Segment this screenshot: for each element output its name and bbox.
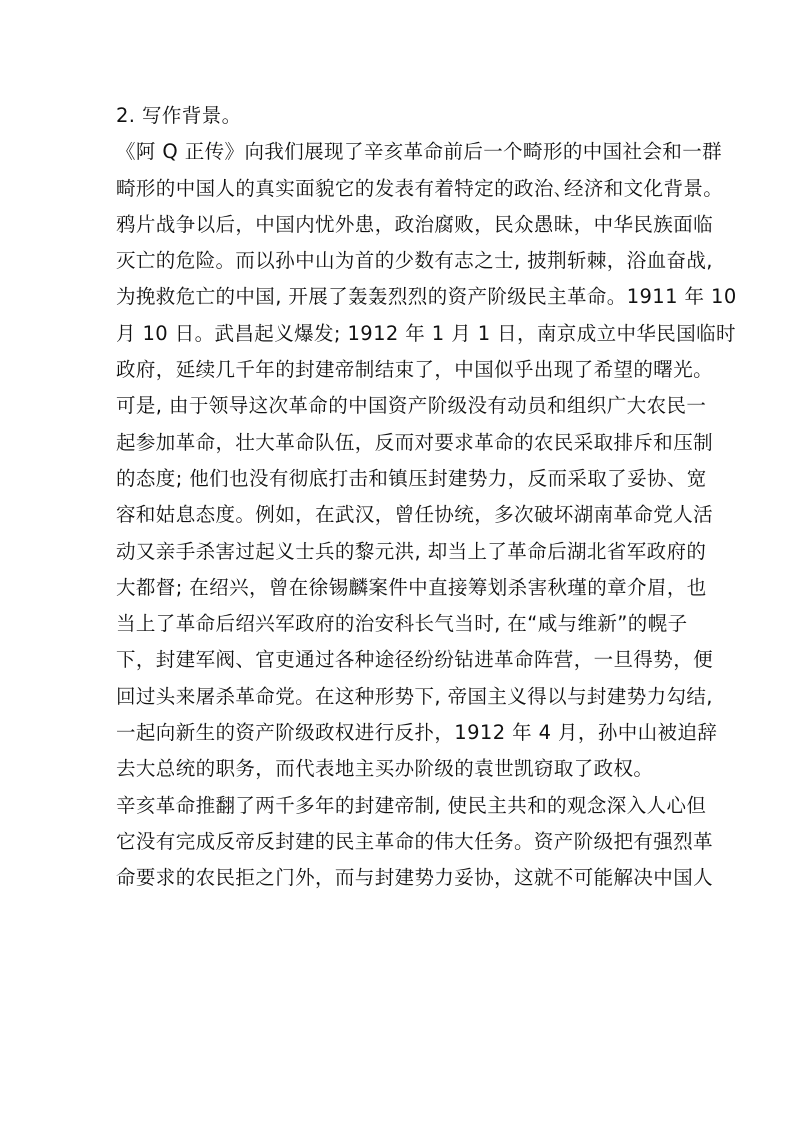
- text-line: 为挽救危亡的中国, 开展了轰轰烈烈的资产阶级民主革命。1911 年 10: [116, 285, 737, 309]
- text-line: 的态度; 他们也没有彻底打击和镇压封建势力，反而采取了妥协、宽: [116, 466, 707, 490]
- text-line: 一起向新生的资产阶级政权进行反扑，1912 年 4 月，孙中山被迫辞: [116, 721, 718, 745]
- body-text: [116, 98, 737, 897]
- text-line: 下，封建军阀、官吏通过各种途径纷纷钻进革命阵营，一旦得势，便: [116, 648, 714, 672]
- text-line: 动又亲手杀害过起义士兵的黎元洪, 却当上了革命后湖北省军政府的: [116, 539, 707, 563]
- text-line: 鸦片战争以后，中国内忧外患，政治腐败，民众愚昧，中华民族面临: [116, 212, 714, 236]
- text-line: 政府，延续几千年的封建帝制结束了，中国似乎出现了希望的曙光。: [116, 358, 714, 382]
- text-line: 当上了革命后绍兴军政府的治安科长气当时, 在“咸与维新”的幌子: [116, 612, 688, 636]
- text-line: 灭亡的危险。而以孙中山为首的少数有志之士, 披荆斩棘，浴血奋战,: [116, 249, 713, 273]
- text-line: 命要求的农民拒之门外，而与封建势力妥协，这就不可能解决中国人: [116, 866, 714, 890]
- text-line: 月 10 日。武昌起义爆发; 1912 年 1 月 1 日，南京成立中华民国临时: [116, 321, 736, 345]
- text-line: 回过头来屠杀革命党。在这种形势下, 帝国主义得以与封建势力勾结,: [116, 684, 713, 708]
- text-line: 起参加革命，壮大革命队伍，反而对要求革命的农民采取排斥和压制: [116, 430, 714, 454]
- text-line: 去大总统的职务，而代表地主买办阶级的袁世凯窃取了政权。: [116, 757, 654, 781]
- text-line: 2. 写作背景。: [116, 104, 242, 127]
- text-line: 大都督; 在绍兴，曾在徐锡麟案件中直接筹划杀害秋瑾的章介眉，也: [116, 575, 707, 599]
- text-line: 畸形的中国人的真实面貌它的发表有着特定的政治､经济和文化背景｡: [116, 176, 714, 200]
- text-line: 容和姑息态度。例如，在武汉，曾任协统，多次破坏湖南革命党人活: [116, 503, 714, 527]
- text-line: 辛亥革命推翻了两千多年的封建帝制, 使民主共和的观念深入人心但: [116, 793, 707, 817]
- text-line: 它没有完成反帝反封建的民主革命的伟大任务。资产阶级把有强烈革: [116, 829, 714, 853]
- text-line: 可是, 由于领导这次革命的中国资产阶级没有动员和组织广大农民一: [116, 394, 707, 418]
- text-line: 《阿 Q 正传》向我们展现了辛亥革命前后一个畸形的中国社会和一群: [116, 140, 723, 164]
